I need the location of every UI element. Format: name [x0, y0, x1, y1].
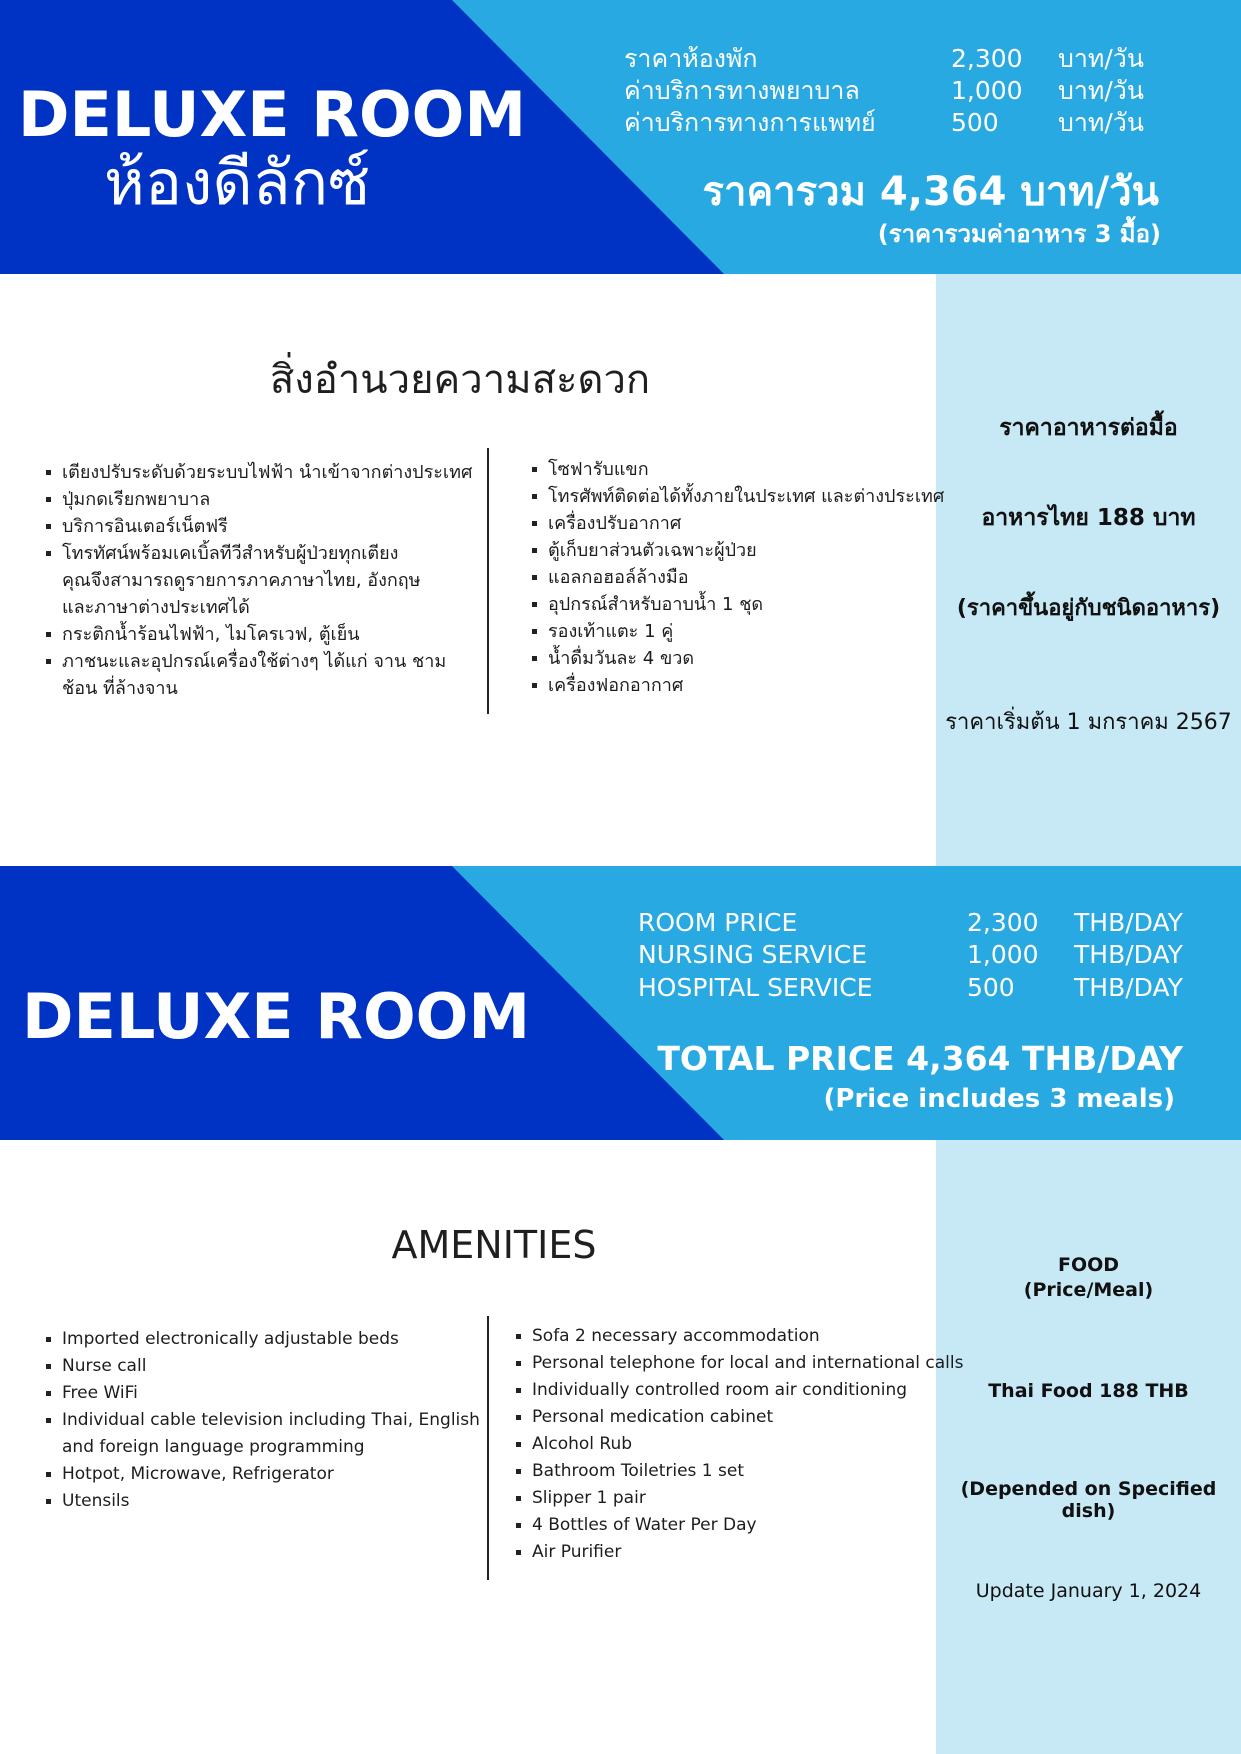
price-unit: THB/DAY — [1074, 908, 1183, 937]
list-item: น้ำดื่มวันละ 4 ขวด — [532, 645, 944, 672]
list-item: อุปกรณ์สำหรับอาบน้ำ 1 ชุด — [532, 591, 944, 618]
thai-price-update: ราคาเริ่มต้น 1 มกราคม 2567 — [945, 710, 1232, 735]
english-food-sidebar — [936, 1140, 1241, 1754]
list-item: ปุ่มกดเรียกพยาบาล — [46, 486, 472, 513]
thai-room-title: DELUXE ROOM — [18, 78, 527, 151]
price-amount: 500 — [951, 108, 999, 137]
thai-food-sidebar — [936, 274, 1241, 866]
list-item: เตียงปรับระดับด้วยระบบไฟฟ้า นำเข้าจากต่างประเทศ — [46, 459, 472, 486]
list-item: และภาษาต่างประเทศได้ — [62, 597, 250, 618]
price-label: HOSPITAL SERVICE — [638, 973, 873, 1002]
list-item: แอลกอฮอล์ล้างมือ — [532, 564, 944, 591]
list-item: ตู้เก็บยาส่วนตัวเฉพาะผู้ป่วย — [532, 537, 944, 564]
list-item: Hotpot, Microwave, Refrigerator — [46, 1461, 480, 1488]
price-label: ROOM PRICE — [638, 908, 798, 937]
list-item: and foreign language programming — [62, 1437, 365, 1457]
thai-amenities-left-list — [46, 459, 472, 702]
price-unit: บาท/วัน — [1058, 44, 1144, 73]
list-item: Individually controlled room air conditioning — [516, 1377, 963, 1404]
english-food-note: (Depended on Specified dish) — [960, 1478, 1217, 1522]
list-item: โทรทัศน์พร้อมเคเบิ้ลทีวีสำหรับผู้ป่วยทุกเตียง — [46, 540, 472, 567]
list-item: Free WiFi — [46, 1380, 480, 1407]
english-price-update: Update January 1, 2024 — [975, 1580, 1202, 1602]
list-item: เครื่องฟอกอากาศ — [532, 672, 944, 699]
english-total-price: TOTAL PRICE 4,364 THB/DAY — [657, 1039, 1183, 1078]
english-total-note: (Price includes 3 meals) — [823, 1084, 1175, 1114]
list-item: Alcohol Rub — [516, 1431, 963, 1458]
english-column-divider — [487, 1316, 489, 1580]
list-item: บริการอินเตอร์เน็ตฟรี — [46, 513, 472, 540]
price-label: ค่าบริการทางพยาบาล — [624, 76, 860, 105]
list-item: โทรศัพท์ติดต่อได้ทั้งภายในประเทศ และต่างประเทศ — [532, 483, 944, 510]
thai-amenities-title: สิ่งอำนวยความสะดวก — [269, 357, 651, 403]
thai-amenities-right-list — [532, 456, 944, 699]
price-unit: บาท/วัน — [1058, 108, 1144, 137]
list-item: เครื่องปรับอากาศ — [532, 510, 944, 537]
price-label: ราคาห้องพัก — [624, 44, 758, 73]
list-item: Imported electronically adjustable beds — [46, 1326, 480, 1353]
thai-food-note: (ราคาขึ้นอยู่กับชนิดอาหาร) — [956, 596, 1221, 621]
price-amount: 1,000 — [951, 76, 1023, 105]
english-food-subheading: (Price/Meal) — [1023, 1279, 1154, 1301]
thai-header-banner — [0, 0, 1241, 274]
list-item: Personal telephone for local and international calls — [516, 1350, 963, 1377]
english-amenities-left-list — [46, 1326, 480, 1515]
thai-food-price: อาหารไทย 188 บาท — [981, 505, 1196, 531]
list-item: Slipper 1 pair — [516, 1485, 963, 1512]
thai-total-note: (ราคารวมค่าอาหาร 3 มื้อ) — [877, 220, 1161, 248]
list-item: ช้อน ที่ล้างจาน — [62, 678, 178, 699]
english-room-title: DELUXE ROOM — [22, 980, 531, 1053]
price-amount: 1,000 — [967, 940, 1039, 969]
thai-column-divider — [487, 448, 489, 714]
price-unit: THB/DAY — [1074, 940, 1183, 969]
list-item: Utensils — [46, 1488, 480, 1515]
list-item: Air Purifier — [516, 1539, 963, 1566]
price-unit: THB/DAY — [1074, 973, 1183, 1002]
price-unit: บาท/วัน — [1058, 76, 1144, 105]
english-header-banner — [0, 866, 1241, 1140]
price-label: ค่าบริการทางการแพทย์ — [624, 108, 876, 137]
thai-total-price: ราคารวม 4,364 บาท/วัน — [702, 169, 1159, 215]
price-amount: 2,300 — [951, 44, 1023, 73]
english-food-heading: FOOD — [1057, 1254, 1120, 1276]
list-item: Bathroom Toiletries 1 set — [516, 1458, 963, 1485]
list-item: กระติกน้ำร้อนไฟฟ้า, ไมโครเวฟ, ตู้เย็น — [46, 621, 472, 648]
english-amenities-title: AMENITIES — [391, 1223, 597, 1267]
list-item: รองเท้าแตะ 1 คู่ — [532, 618, 944, 645]
list-item: Sofa 2 necessary accommodation — [516, 1323, 963, 1350]
thai-room-subtitle: ห้องดีลักซ์ — [104, 146, 371, 219]
price-amount: 2,300 — [967, 908, 1039, 937]
list-item: 4 Bottles of Water Per Day — [516, 1512, 963, 1539]
list-item: Personal medication cabinet — [516, 1404, 963, 1431]
english-food-price: Thai Food 188 THB — [988, 1380, 1189, 1402]
thai-food-heading: ราคาอาหารต่อมื้อ — [999, 415, 1178, 441]
list-item: Individual cable television including Thai, English — [46, 1407, 480, 1434]
english-amenities-right-list — [516, 1323, 963, 1566]
list-item: โซฟารับแขก — [532, 456, 944, 483]
list-item: คุณจึงสามารถดูรายการภาคภาษาไทย, อังกฤษ — [62, 570, 421, 591]
list-item: Nurse call — [46, 1353, 480, 1380]
price-label: NURSING SERVICE — [638, 940, 868, 969]
price-amount: 500 — [967, 973, 1015, 1002]
list-item: ภาชนะและอุปกรณ์เครื่องใช้ต่างๆ ได้แก่ จาน ชาม — [46, 648, 472, 675]
